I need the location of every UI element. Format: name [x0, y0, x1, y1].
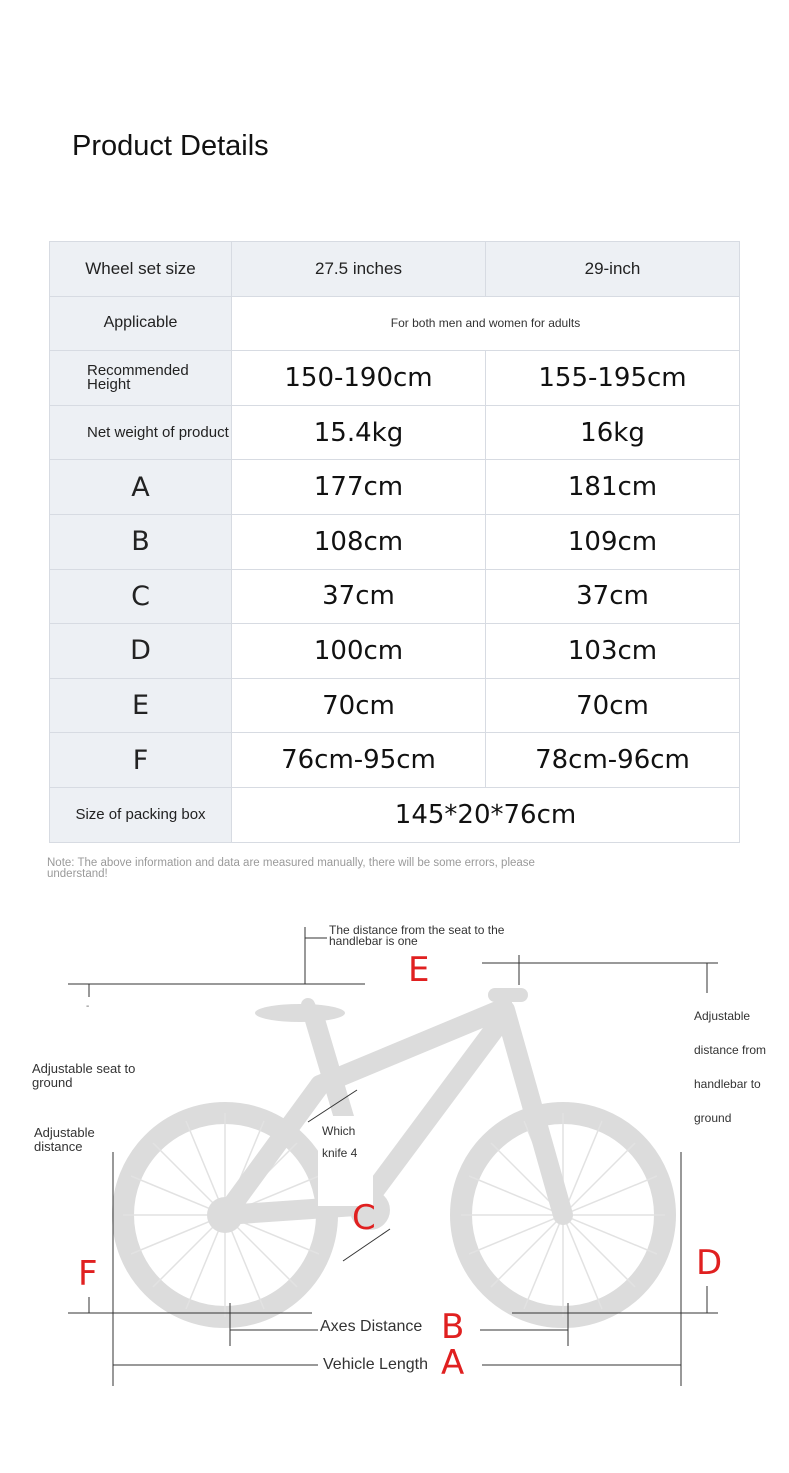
- knife-label: Which knife 4: [322, 1124, 358, 1160]
- wheel-size-label: Wheel set size: [50, 242, 232, 297]
- wheel-spokes: [123, 1113, 665, 1317]
- packing-value: 145*20*76cm: [232, 787, 740, 842]
- table-row: [50, 569, 740, 624]
- row-label: A: [50, 460, 232, 515]
- row-value-29: 78cm-96cm: [486, 733, 740, 788]
- table-row: [50, 296, 740, 351]
- table-header-row: [50, 242, 740, 297]
- axes-distance-label: Axes Distance: [320, 1318, 423, 1335]
- row-value-29: 181cm: [486, 460, 740, 515]
- table-row: [50, 514, 740, 569]
- row-value-27: 76cm-95cm: [232, 733, 486, 788]
- row-value-29: 109cm: [486, 514, 740, 569]
- row-label: D: [50, 624, 232, 679]
- row-value-29: 155-195cm: [486, 351, 740, 406]
- row-label: Net weight of product: [50, 405, 232, 460]
- row-value-27: 150-190cm: [232, 351, 486, 406]
- row-value-29: 16kg: [486, 405, 740, 460]
- table-row: [50, 405, 740, 460]
- row-label: Recommended Height: [50, 351, 232, 406]
- row-value-29: 70cm: [486, 678, 740, 733]
- letter-a: A: [441, 1343, 465, 1383]
- row-label: E: [50, 678, 232, 733]
- handlebar-ground-label: Adjustable distance from handlebar to ground: [694, 1009, 767, 1125]
- row-value-27: 70cm: [232, 678, 486, 733]
- wheel-size-29: 29-inch: [486, 242, 740, 297]
- bike-frame: [225, 1010, 563, 1215]
- letter-e: E: [408, 950, 430, 990]
- table-row: [50, 733, 740, 788]
- row-label: B: [50, 514, 232, 569]
- row-value-27: 108cm: [232, 514, 486, 569]
- wheel-size-27: 27.5 inches: [232, 242, 486, 297]
- packing-label: Size of packing box: [50, 787, 232, 842]
- table-row: [50, 351, 740, 406]
- table-row: [50, 460, 740, 515]
- small-dash: -: [86, 1001, 90, 1012]
- row-value-27: 37cm: [232, 569, 486, 624]
- applicable-label: Applicable: [50, 296, 232, 351]
- row-value-27: 15.4kg: [232, 405, 486, 460]
- spec-table: [49, 241, 740, 843]
- applicable-value: For both men and women for adults: [232, 296, 740, 351]
- row-label: F: [50, 733, 232, 788]
- table-row: [50, 624, 740, 679]
- table-row: [50, 678, 740, 733]
- bike-diagram: [0, 900, 789, 1473]
- letter-c: C: [352, 1198, 376, 1238]
- adjustable-distance-label: Adjustable distance: [34, 1125, 95, 1154]
- bike-illustration: [0, 900, 789, 1473]
- page-title: Product Details: [72, 130, 269, 162]
- row-value-27: 177cm: [232, 460, 486, 515]
- row-value-29: 37cm: [486, 569, 740, 624]
- row-value-27: 100cm: [232, 624, 486, 679]
- row-label: C: [50, 569, 232, 624]
- letter-d: D: [696, 1243, 723, 1283]
- seat-ground-label: Adjustable seat to ground: [32, 1061, 136, 1090]
- seat-handlebar-label: The distance from the seat to the handlebar is one: [329, 923, 505, 948]
- letter-b: B: [441, 1307, 465, 1347]
- row-value-29: 103cm: [486, 624, 740, 679]
- table-row: [50, 787, 740, 842]
- letter-f: F: [78, 1254, 98, 1294]
- measurement-note: Note: The above information and data are measured manually, there will be some errors, please understand!: [47, 857, 535, 880]
- vehicle-length-label: Vehicle Length: [323, 1356, 428, 1373]
